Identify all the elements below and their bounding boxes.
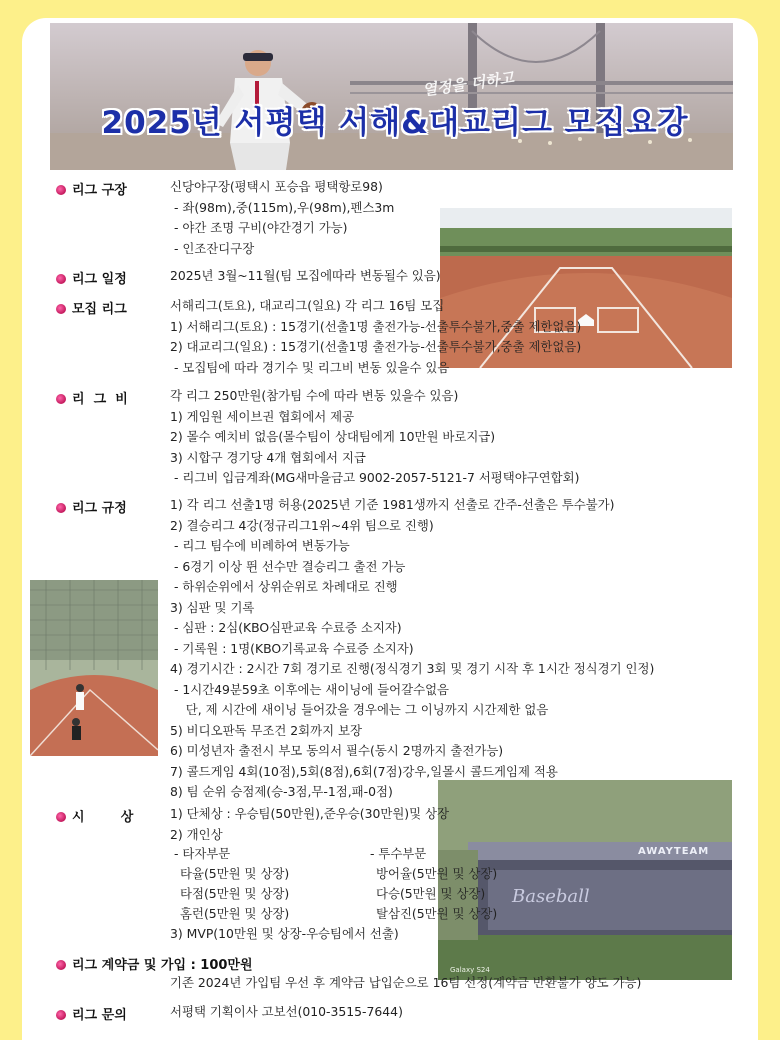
- pitcher-category-head: - 투수부문: [366, 846, 427, 861]
- section-head-entry-fee: 리그 계약금 및 가입 : 100만원: [56, 954, 253, 973]
- pitcher-award: 다승(5만원 및 상장): [376, 886, 486, 901]
- text-line: 1) 단체상 : 우승팀(50만원),준우승(30만원)및 상장: [170, 806, 449, 821]
- bullet-icon: [56, 274, 66, 284]
- text-line: 2) 대교리그(일요) : 15경기(선출1명 출전가능-선출투수불가,중출 제한없음): [170, 339, 582, 354]
- entry-fee-note: 기존 2024년 가입팀 우선 후 계약금 납입순으로 16팀 선정(계약금 반환불가 양도 가능): [170, 975, 642, 990]
- text-line: 단, 제 시간에 새이닝 들어갔을 경우에는 그 이닝까지 시간제한 없음: [170, 702, 549, 717]
- bullet-icon: [56, 1010, 66, 1020]
- banner-script-text: 열정을 더하고: [421, 68, 516, 100]
- text-line: 1) 게임원 세이브권 협회에서 제공: [170, 408, 355, 424]
- text-line: - 리그비 입금계좌(MG새마을금고 9002-2057-5121-7 서평택야구연합회): [170, 470, 580, 485]
- section-body-rules: [170, 496, 654, 804]
- text-line: 5) 비디오판독 무조건 2회까지 보장: [170, 722, 362, 738]
- text-line: - 야간 조명 구비(야간경기 가능): [170, 220, 348, 235]
- text-line: 2) 개인상: [170, 826, 223, 842]
- text-line: 2025년 3월~11월(팀 모집에따라 변동될수 있음): [170, 268, 441, 283]
- text-line: 1) 각 리그 선출1명 허용(2025년 기준 1981생까지 선출로 간주-선출은 투수불가): [170, 497, 615, 512]
- text-line: - 1시간49분59초 이후에는 새이닝에 들어갈수없음: [170, 681, 450, 697]
- mvp-award: 3) MVP(10만원 및 상장-우승팀에서 선출): [170, 926, 399, 941]
- text-line: - 6경기 이상 뛴 선수만 결승리그 출전 가능: [170, 558, 406, 574]
- bullet-icon: [56, 960, 66, 970]
- bullet-icon: [56, 503, 66, 513]
- section-body-recruit: [170, 297, 581, 379]
- text-line: 서해리그(토요), 대교리그(일요) 각 리그 16팀 모집: [170, 298, 445, 313]
- bullet-icon: [56, 185, 66, 195]
- section-body-fee: [170, 387, 579, 490]
- section-head-awards: 시 상: [56, 806, 133, 825]
- text-line: 3) 심판 및 기록: [170, 599, 255, 615]
- text-line: - 좌(98m),중(115m),우(98m),펜스3m: [170, 199, 395, 215]
- pitcher-award: 방어율(5만원 및 상장): [376, 866, 498, 881]
- section-head-stadium: 리그 구장: [56, 179, 127, 198]
- text-line: 1) 서해리그(토요) : 15경기(선출1명 출전가능-선출투수불가,중출 제한없음): [170, 318, 582, 334]
- text-line: - 리그 팀수에 비례하여 변동가능: [170, 538, 350, 553]
- bullet-icon: [56, 304, 66, 314]
- pitcher-award: 탈삼진(5만원 및 상장): [376, 906, 498, 921]
- bullet-icon: [56, 812, 66, 822]
- poster-page: [22, 18, 758, 1040]
- batter-category-head: - 타자부문: [170, 846, 231, 861]
- section-head-contact: 리그 문의: [56, 1004, 127, 1023]
- section-head-rules: 리그 규정: [56, 497, 127, 516]
- text-line: 7) 콜드게임 4회(10점),5회(8점),6회(7점)강우,일몰시 콜드게임제 적용: [170, 763, 558, 779]
- batter-award: 홈런(5만원 및 상장): [180, 906, 290, 921]
- batter-award: 타점(5만원 및 상장): [180, 886, 290, 901]
- text-line: 3) 시합구 경기당 4개 협회에서 지급: [170, 449, 366, 465]
- text-line: 각 리그 250만원(참가팀 수에 따라 변동 있을수 있음): [170, 388, 459, 403]
- text-line: 2) 결승리그 4강(정규리그1위~4위 팀으로 진행): [170, 517, 434, 533]
- section-body-awards: [170, 805, 449, 846]
- text-line: 2) 몰수 예치비 없음(몰수팀이 상대팀에게 10만원 바로지급): [170, 429, 496, 444]
- dugout-sign: AWAYTEAM: [638, 846, 710, 857]
- text-line: - 인조잔디구장: [170, 240, 255, 256]
- bullet-icon: [56, 394, 66, 404]
- section-head-fee: 리 그 비: [56, 388, 128, 407]
- contact-line: 서평택 기획이사 고보선(010-3515-7644): [170, 1004, 403, 1019]
- section-head-recruit: 모집 리그: [56, 298, 127, 317]
- section-body-stadium: [170, 178, 394, 260]
- text-line: - 모집팀에 따라 경기수 및 리그비 변동 있을수 있음: [170, 359, 450, 375]
- section-head-schedule: 리그 일정: [56, 268, 127, 287]
- text-line: 6) 미성년자 출전시 부모 동의서 필수(동시 2명까지 출전가능): [170, 743, 504, 758]
- batting-cage-photo: [30, 580, 158, 756]
- text-line: 8) 팀 순위 승점제(승-3점,무-1점,패-0점): [170, 784, 393, 799]
- text-line: - 하위순위에서 상위순위로 차례대로 진행: [170, 579, 398, 594]
- section-body-schedule: [170, 267, 441, 288]
- text-line: - 기록원 : 1명(KBO기록교육 수료증 소지자): [170, 640, 414, 656]
- batter-award: 타율(5만원 및 상장): [180, 866, 290, 881]
- text-line: 4) 경기시간 : 2시간 7회 경기로 진행(정식경기 3회 및 경기 시작 후 1시간 정식경기 인정): [170, 661, 655, 676]
- batting-cage-photo-art: [30, 580, 158, 756]
- dugout-text: Baseball: [512, 886, 590, 907]
- text-line: - 심판 : 2심(KBO심판교육 수료증 소지자): [170, 620, 402, 635]
- photo-caption: Galaxy S24: [450, 966, 490, 974]
- page-title: 2025년 서평택 서해&대교리그 모집요강: [101, 105, 689, 141]
- banner: [50, 23, 733, 170]
- text-line: 신당야구장(평택시 포승읍 평택항로98): [170, 179, 383, 194]
